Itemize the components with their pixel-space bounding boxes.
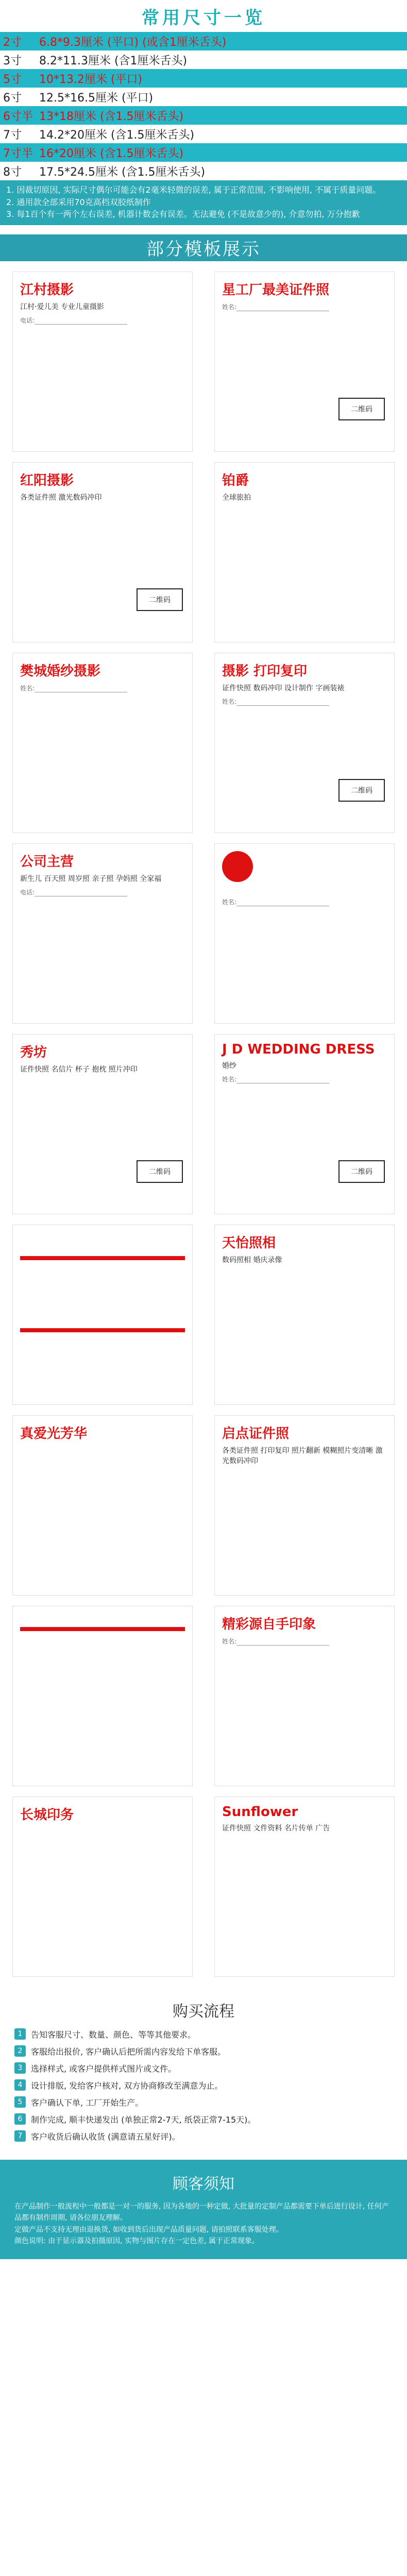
red-bar (20, 1627, 185, 1631)
template-card[interactable] (214, 272, 395, 452)
card-field-label: 姓名: (222, 1637, 237, 1645)
hero-title: 常用尺寸一览 (142, 7, 265, 28)
purchase-section (0, 1987, 407, 2160)
size-row (0, 143, 407, 162)
size-value: 8.2*11.3厘米 (含1厘米舌头) (39, 54, 188, 67)
card-field-label: 姓名: (222, 698, 237, 705)
size-row (0, 50, 407, 69)
logo-icon (222, 851, 253, 882)
card-field (222, 1075, 387, 1083)
size-value: 17.5*24.5厘米 (含1.5厘米舌头) (39, 165, 206, 179)
size-value: 10*13.2厘米 (平口) (39, 73, 143, 86)
red-bar (20, 1256, 185, 1260)
card-field (222, 1637, 387, 1646)
qr-code-box: 二维码 (137, 588, 183, 611)
purchase-step (14, 2028, 393, 2040)
size-label: 7寸半 (3, 147, 33, 160)
card-field (222, 697, 387, 706)
step-text: 客户收货后确认收货 (满意请五星好评)。 (31, 2131, 180, 2142)
template-card[interactable] (214, 1606, 395, 1786)
size-notes (0, 180, 407, 225)
step-number: 6 (14, 2113, 26, 2125)
template-card[interactable] (214, 1034, 395, 1214)
notice-paragraph: 颜色说明: 由于显示器及拍摄原因, 实物与图片存在一定色差, 属于正常现象。 (14, 2236, 259, 2245)
template-card[interactable] (12, 653, 193, 833)
size-value: 6.8*9.3厘米 (平口) (或含1厘米舌头) (39, 36, 227, 49)
size-row (0, 32, 407, 50)
step-number: 4 (14, 2079, 26, 2091)
card-field (222, 897, 387, 906)
templates-heading: 部分模板展示 (0, 234, 407, 261)
note-item: 1. 因裁切原因, 实际尺寸偶尔可能会有2毫米轻微的误差, 属于正常范围, 不影响使用, 不属于质量问题。 (6, 185, 381, 195)
step-text: 设计排版, 发给客户核对, 双方协商修改至满意为止。 (31, 2080, 223, 2091)
card-subtitle: 新生儿 百天照 周岁照 亲子照 孕妈照 全家福 (20, 874, 162, 883)
card-field-label: 电话: (20, 316, 35, 324)
template-card[interactable] (12, 1034, 193, 1214)
card-subtitle: 全球旅拍 (222, 493, 251, 502)
template-card[interactable] (214, 843, 395, 1024)
card-title: 红阳摄影 (20, 472, 74, 488)
size-label: 6寸 (3, 91, 22, 105)
card-title: 秀坊 (20, 1044, 47, 1060)
card-title: 公司主营 (20, 854, 74, 870)
notice-paragraph: 定做产品不支持无理由退换货, 如收到货后出现产品质量问题, 请拍照联系客服处理。 (14, 2225, 283, 2234)
size-value: 12.5*16.5厘米 (平口) (39, 91, 154, 105)
bottom-spacer (0, 2259, 407, 2300)
size-value: 16*20厘米 (含1.5厘米舌头) (39, 147, 184, 160)
step-text: 告知客服尺寸、数量、颜色、等等其他要求。 (31, 2029, 196, 2040)
step-number: 3 (14, 2062, 26, 2074)
card-field (20, 684, 185, 692)
template-card[interactable] (12, 1797, 193, 1977)
card-field (20, 316, 185, 325)
note-item: 2. 通用款全部采用70克高档双胶纸制作 (6, 197, 151, 207)
step-text: 选择样式, 或客户提供样式图片或文件。 (31, 2063, 177, 2074)
template-card[interactable] (12, 462, 193, 642)
qr-code-box: 二维码 (338, 779, 385, 802)
size-row (0, 162, 407, 180)
purchase-step (14, 2062, 393, 2074)
card-title: J D WEDDING DRESS (222, 1041, 375, 1057)
card-field (20, 888, 185, 896)
card-field-label: 电话: (20, 888, 35, 896)
size-value: 14.2*20厘米 (含1.5厘米舌头) (39, 128, 195, 142)
card-field-label: 姓名: (222, 1075, 237, 1083)
notice-paragraph: 在产品制作一般流程中一般都是一对一的服务, 因为各地的一种定做, 大批量的定制产品都需要下单后进行设计, 任何产品都有制作周期, 请各位朋友理解。 (14, 2202, 389, 2223)
template-card[interactable] (12, 1415, 193, 1596)
size-value: 13*18厘米 (含1.5厘米舌头) (39, 110, 184, 123)
card-field-label: 姓名: (222, 303, 237, 311)
card-title: 天怡照相 (222, 1235, 276, 1251)
notice-section (0, 2160, 407, 2260)
notice-heading: 顾客须知 (173, 2175, 234, 2193)
qr-code-box: 二维码 (137, 1160, 183, 1183)
size-label: 8寸 (3, 165, 22, 179)
card-title: Sunflower (222, 1804, 298, 1820)
step-text: 制作完成, 顺丰快递发出 (单独正常2-7天, 纸袋正常7-15天)。 (31, 2114, 256, 2125)
template-card[interactable] (214, 1225, 395, 1405)
card-subtitle: 各类证件照 打印复印 照片翻新 模糊照片变清晰 激光数码冲印 (222, 1446, 383, 1465)
template-card[interactable] (214, 1415, 395, 1596)
card-subtitle: 各类证件照 激光数码冲印 (20, 493, 102, 502)
card-field (222, 302, 387, 311)
card-subtitle: 婚纱 (222, 1061, 236, 1070)
qr-code-box: 二维码 (338, 398, 385, 420)
step-text: 客服给出报价, 客户确认后把所需内容发给下单客服。 (31, 2046, 226, 2057)
card-field-label: 姓名: (20, 684, 35, 692)
template-card[interactable] (214, 462, 395, 642)
template-grid (0, 261, 407, 1987)
step-number: 1 (14, 2028, 26, 2040)
qr-code-box: 二维码 (338, 1160, 385, 1183)
size-list (0, 32, 407, 180)
step-number: 7 (14, 2130, 26, 2142)
card-title: 真爱光芳华 (20, 1426, 88, 1442)
size-label: 7寸 (3, 128, 22, 142)
size-row (0, 69, 407, 88)
card-field-label: 姓名: (222, 898, 237, 906)
card-subtitle: 证件快照 文件资料 名片传单 广告 (222, 1824, 330, 1833)
hero-banner (0, 0, 407, 32)
red-bar (20, 1328, 185, 1332)
purchase-step (14, 2130, 393, 2142)
step-number: 5 (14, 2096, 26, 2108)
card-title: 精彩源自手印象 (222, 1616, 316, 1632)
size-row (0, 106, 407, 125)
purchase-step (14, 2079, 393, 2091)
card-title: 铂爵 (222, 472, 249, 488)
purchase-heading: 购买流程 (173, 2002, 234, 2021)
template-card[interactable] (214, 1797, 395, 1977)
template-card[interactable] (12, 1606, 193, 1786)
size-row (0, 88, 407, 106)
card-title: 樊城婚纱摄影 (20, 663, 101, 679)
purchase-step (14, 2113, 393, 2125)
size-label: 5寸 (3, 73, 22, 86)
size-label: 6寸半 (3, 110, 33, 123)
template-card[interactable] (12, 843, 193, 1024)
card-title: 长城印务 (20, 1807, 74, 1823)
card-subtitle: 数码照相 婚庆录像 (222, 1256, 282, 1264)
card-subtitle: 证件快照 数码冲印 设计制作 字画装裱 (222, 684, 345, 692)
size-label: 3寸 (3, 54, 22, 67)
note-item: 3. 每1百个有一两个左右误差, 机器计数会有误差。无法避免 (不是故意少的), 介意勿拍, 万分抱歉 (6, 209, 360, 219)
card-subtitle: 证件快照 名信片 杯子 抱枕 照片冲印 (20, 1065, 138, 1074)
step-number: 2 (14, 2045, 26, 2057)
card-title: 江村摄影 (20, 282, 74, 298)
purchase-step (14, 2045, 393, 2057)
template-card[interactable] (12, 272, 193, 452)
card-title: 摄影 打印复印 (222, 663, 308, 679)
template-card[interactable] (214, 653, 395, 833)
card-title: 星工厂最美证件照 (222, 282, 330, 298)
size-row (0, 125, 407, 143)
template-card[interactable] (12, 1225, 193, 1405)
card-title: 启点证件照 (222, 1426, 290, 1442)
size-label: 2寸 (3, 36, 22, 49)
step-text: 客户确认下单, 工厂开始生产。 (31, 2097, 144, 2108)
card-subtitle: 江村·爱儿美 专业儿童摄影 (20, 302, 104, 311)
purchase-step (14, 2096, 393, 2108)
